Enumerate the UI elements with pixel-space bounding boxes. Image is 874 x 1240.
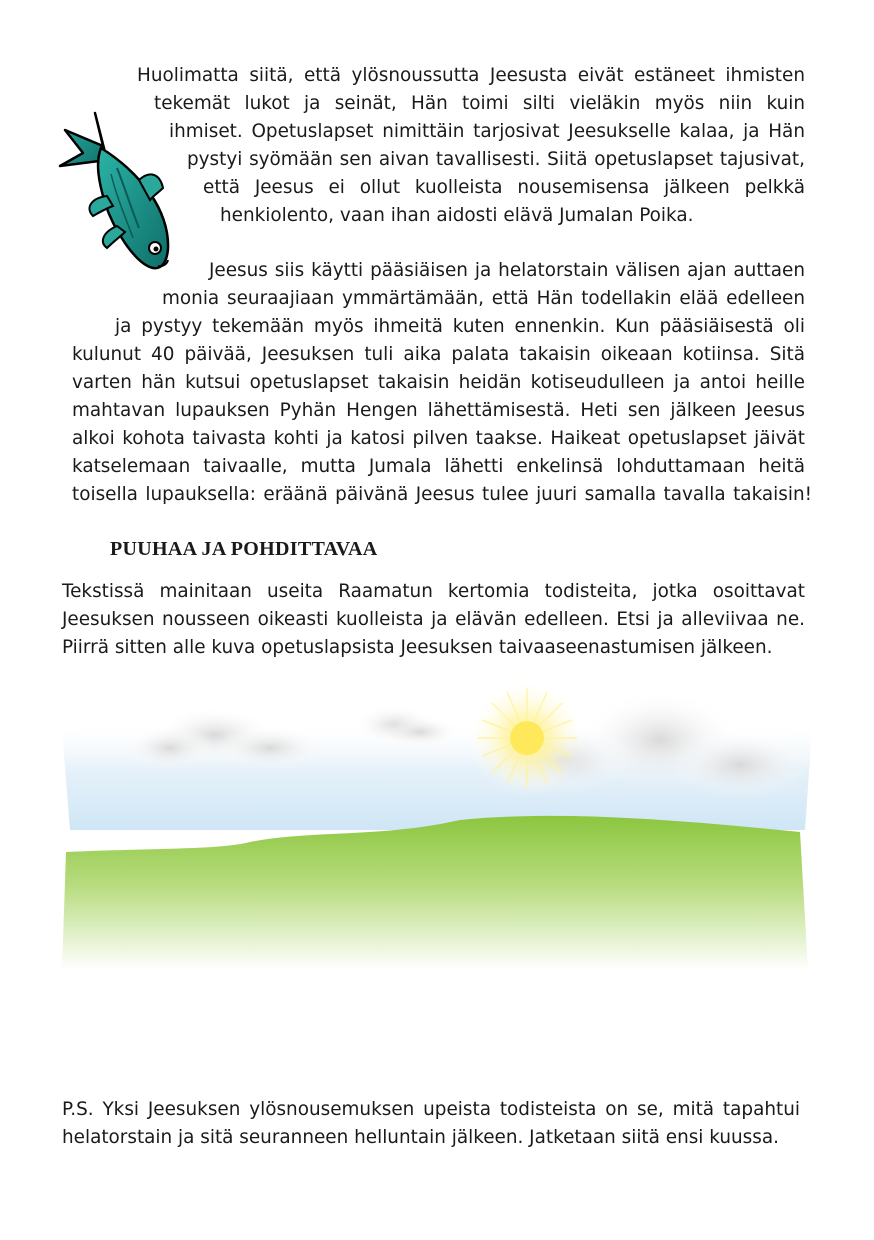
cloud-left bbox=[125, 707, 325, 770]
story-line: ja pystyy tekemään myös ihmeitä kuten ennenkin. Kun pääsiäisestä oli bbox=[115, 316, 805, 337]
ps-line: P.S. Yksi Jeesuksen ylösnousemuksen upeista todisteista on se, mitä tapahtui bbox=[62, 1099, 800, 1120]
story-line: tekemät lukot ja seinät, Hän toimi silti vieläkin myös niin kuin bbox=[154, 93, 805, 114]
story-line: että Jeesus ei ollut kuolleista nousemisensa jälkeen pelkkä bbox=[203, 177, 805, 198]
landscape-illustration bbox=[0, 670, 874, 980]
story-line: katselemaan taivaalle, mutta Jumala lähetti enkelinsä lohduttamaan heitä bbox=[72, 456, 805, 477]
story-line: Huolimatta siitä, että ylösnoussutta Jeesusta eivät estäneet ihmisten bbox=[137, 65, 805, 86]
activity-line: Jeesuksen nousseen oikeasti kuolleista ja elävän edelleen. Etsi ja alleviivaa ne. bbox=[62, 609, 805, 630]
story-line: alkoi kohota taivasta kohti ja katosi pilven taakse. Haikeat opetuslapset jäivät bbox=[72, 428, 805, 449]
story-line: Jeesus siis käytti pääsiäisen ja helatorstain välisen ajan auttaen bbox=[209, 260, 805, 281]
story-line: henkiolento, vaan ihan aidosti elävä Jumalan Poika. bbox=[220, 205, 694, 226]
story-line: kulunut 40 päivää, Jeesuksen tuli aika palata takaisin oikeaan kotiinsa. Sitä bbox=[72, 344, 805, 365]
story-line: pystyi syömään sen aivan tavallisesti. Siitä opetuslapset tajusivat, bbox=[187, 149, 805, 170]
story-line: varten hän kutsui opetuslapset takaisin heidän kotiseudulleen ja antoi heille bbox=[72, 372, 805, 393]
fish-illustration bbox=[55, 108, 185, 278]
activity-line: Piirrä sitten alle kuva opetuslapsista Jeesuksen taivaaseenastumisen jälkeen. bbox=[62, 637, 773, 658]
section-heading: PUUHAA JA POHDITTAVAA bbox=[110, 538, 378, 560]
activity-line: Tekstissä mainitaan useita Raamatun kertomia todisteita, jotka osoittavat bbox=[62, 581, 805, 602]
ps-line: helatorstain ja sitä seuranneen helluntain jälkeen. Jatketaan siitä ensi kuussa. bbox=[62, 1127, 779, 1148]
story-line: mahtavan lupauksen Pyhän Hengen lähettämisestä. Heti sen jälkeen Jeesus bbox=[72, 400, 805, 421]
story-line: monia seuraajiaan ymmärtämään, että Hän todellakin elää edelleen bbox=[162, 288, 805, 309]
story-line: ihmiset. Opetuslapset nimittäin tarjosivat Jeesukselle kalaa, ja Hän bbox=[169, 121, 805, 142]
sun-icon bbox=[467, 678, 587, 798]
story-line: toisella lupauksella: eräänä päivänä Jeesus tulee juuri samalla tavalla takaisin! bbox=[72, 484, 812, 505]
